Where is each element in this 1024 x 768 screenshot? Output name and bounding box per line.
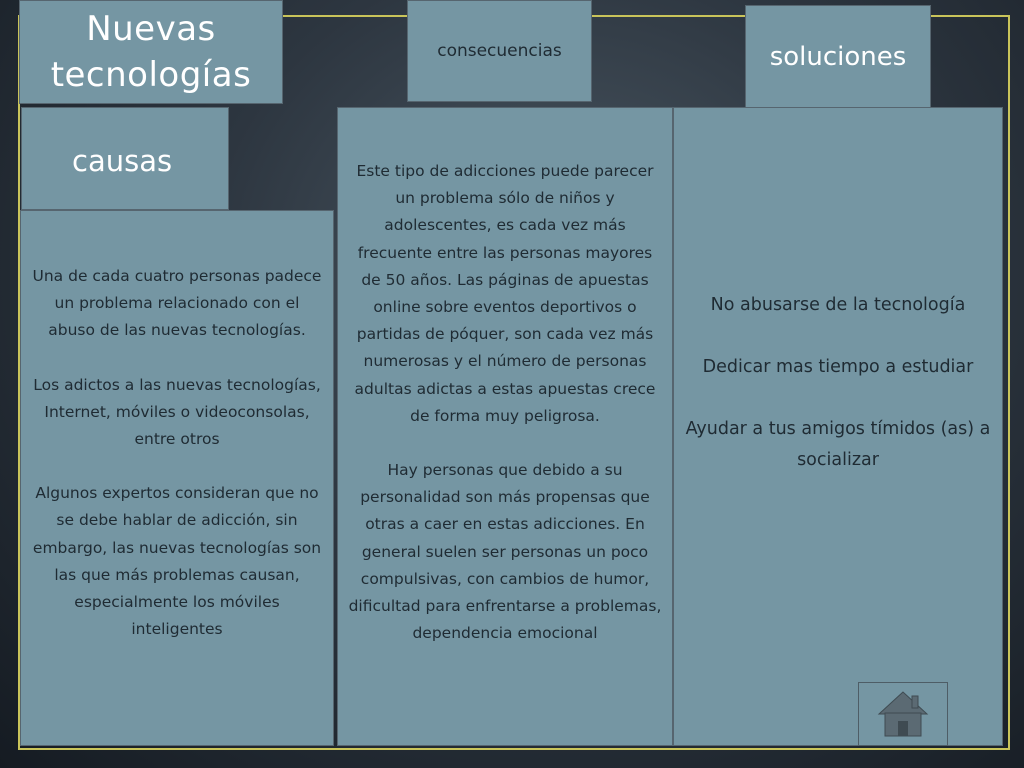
tab-soluciones[interactable]: soluciones [745, 5, 931, 109]
causas-panel [20, 210, 334, 746]
consecuencias-panel [337, 107, 673, 746]
causas-paragraph: Una de cada cuatro personas padece un problema relacionado con el abuso de las nuevas tecnologías. [32, 267, 322, 340]
consecuencias-paragraph: Este tipo de adicciones puede parecer un problema sólo de niños y adolescentes, es cada vez más frecuente entre las personas mayores de 50 años. Las páginas de apuestas online sobre eventos deportivos o partidas de póquer, son cada vez más numerosas y el número de personas adultas adictas a estas apuestas crece de forma muy peligrosa. [354, 162, 656, 425]
causas-paragraph: Algunos expertos consideran que no se debe hablar de adicción, sin embargo, las nuevas tecnologías son las que más problemas causan, especialmente los móviles inteligentes [32, 484, 322, 639]
soluciones-item: Ayudar a tus amigos tímidos (as) a socializar [685, 419, 991, 470]
tab-consecuencias[interactable]: consecuencias [407, 0, 592, 102]
tab-causas[interactable]: causas [21, 107, 229, 210]
soluciones-item: Dedicar mas tiempo a estudiar [702, 357, 974, 377]
slide-title: Nuevas tecnologías [19, 0, 283, 104]
home-button[interactable] [858, 682, 948, 746]
consecuencias-paragraph: Hay personas que debido a su personalidad son más propensas que otras a caer en estas adicciones. En general suelen ser personas un poco compulsivas, con cambios de humor, dificultad para enfrentarse a problemas, dependencia emocional [348, 461, 662, 643]
causas-paragraph: Los adictos a las nuevas tecnologías, Internet, móviles o videoconsolas, entre otros [33, 375, 321, 449]
soluciones-panel [673, 107, 1003, 746]
home-icon [877, 690, 929, 738]
soluciones-item: No abusarse de la tecnología [710, 295, 966, 315]
